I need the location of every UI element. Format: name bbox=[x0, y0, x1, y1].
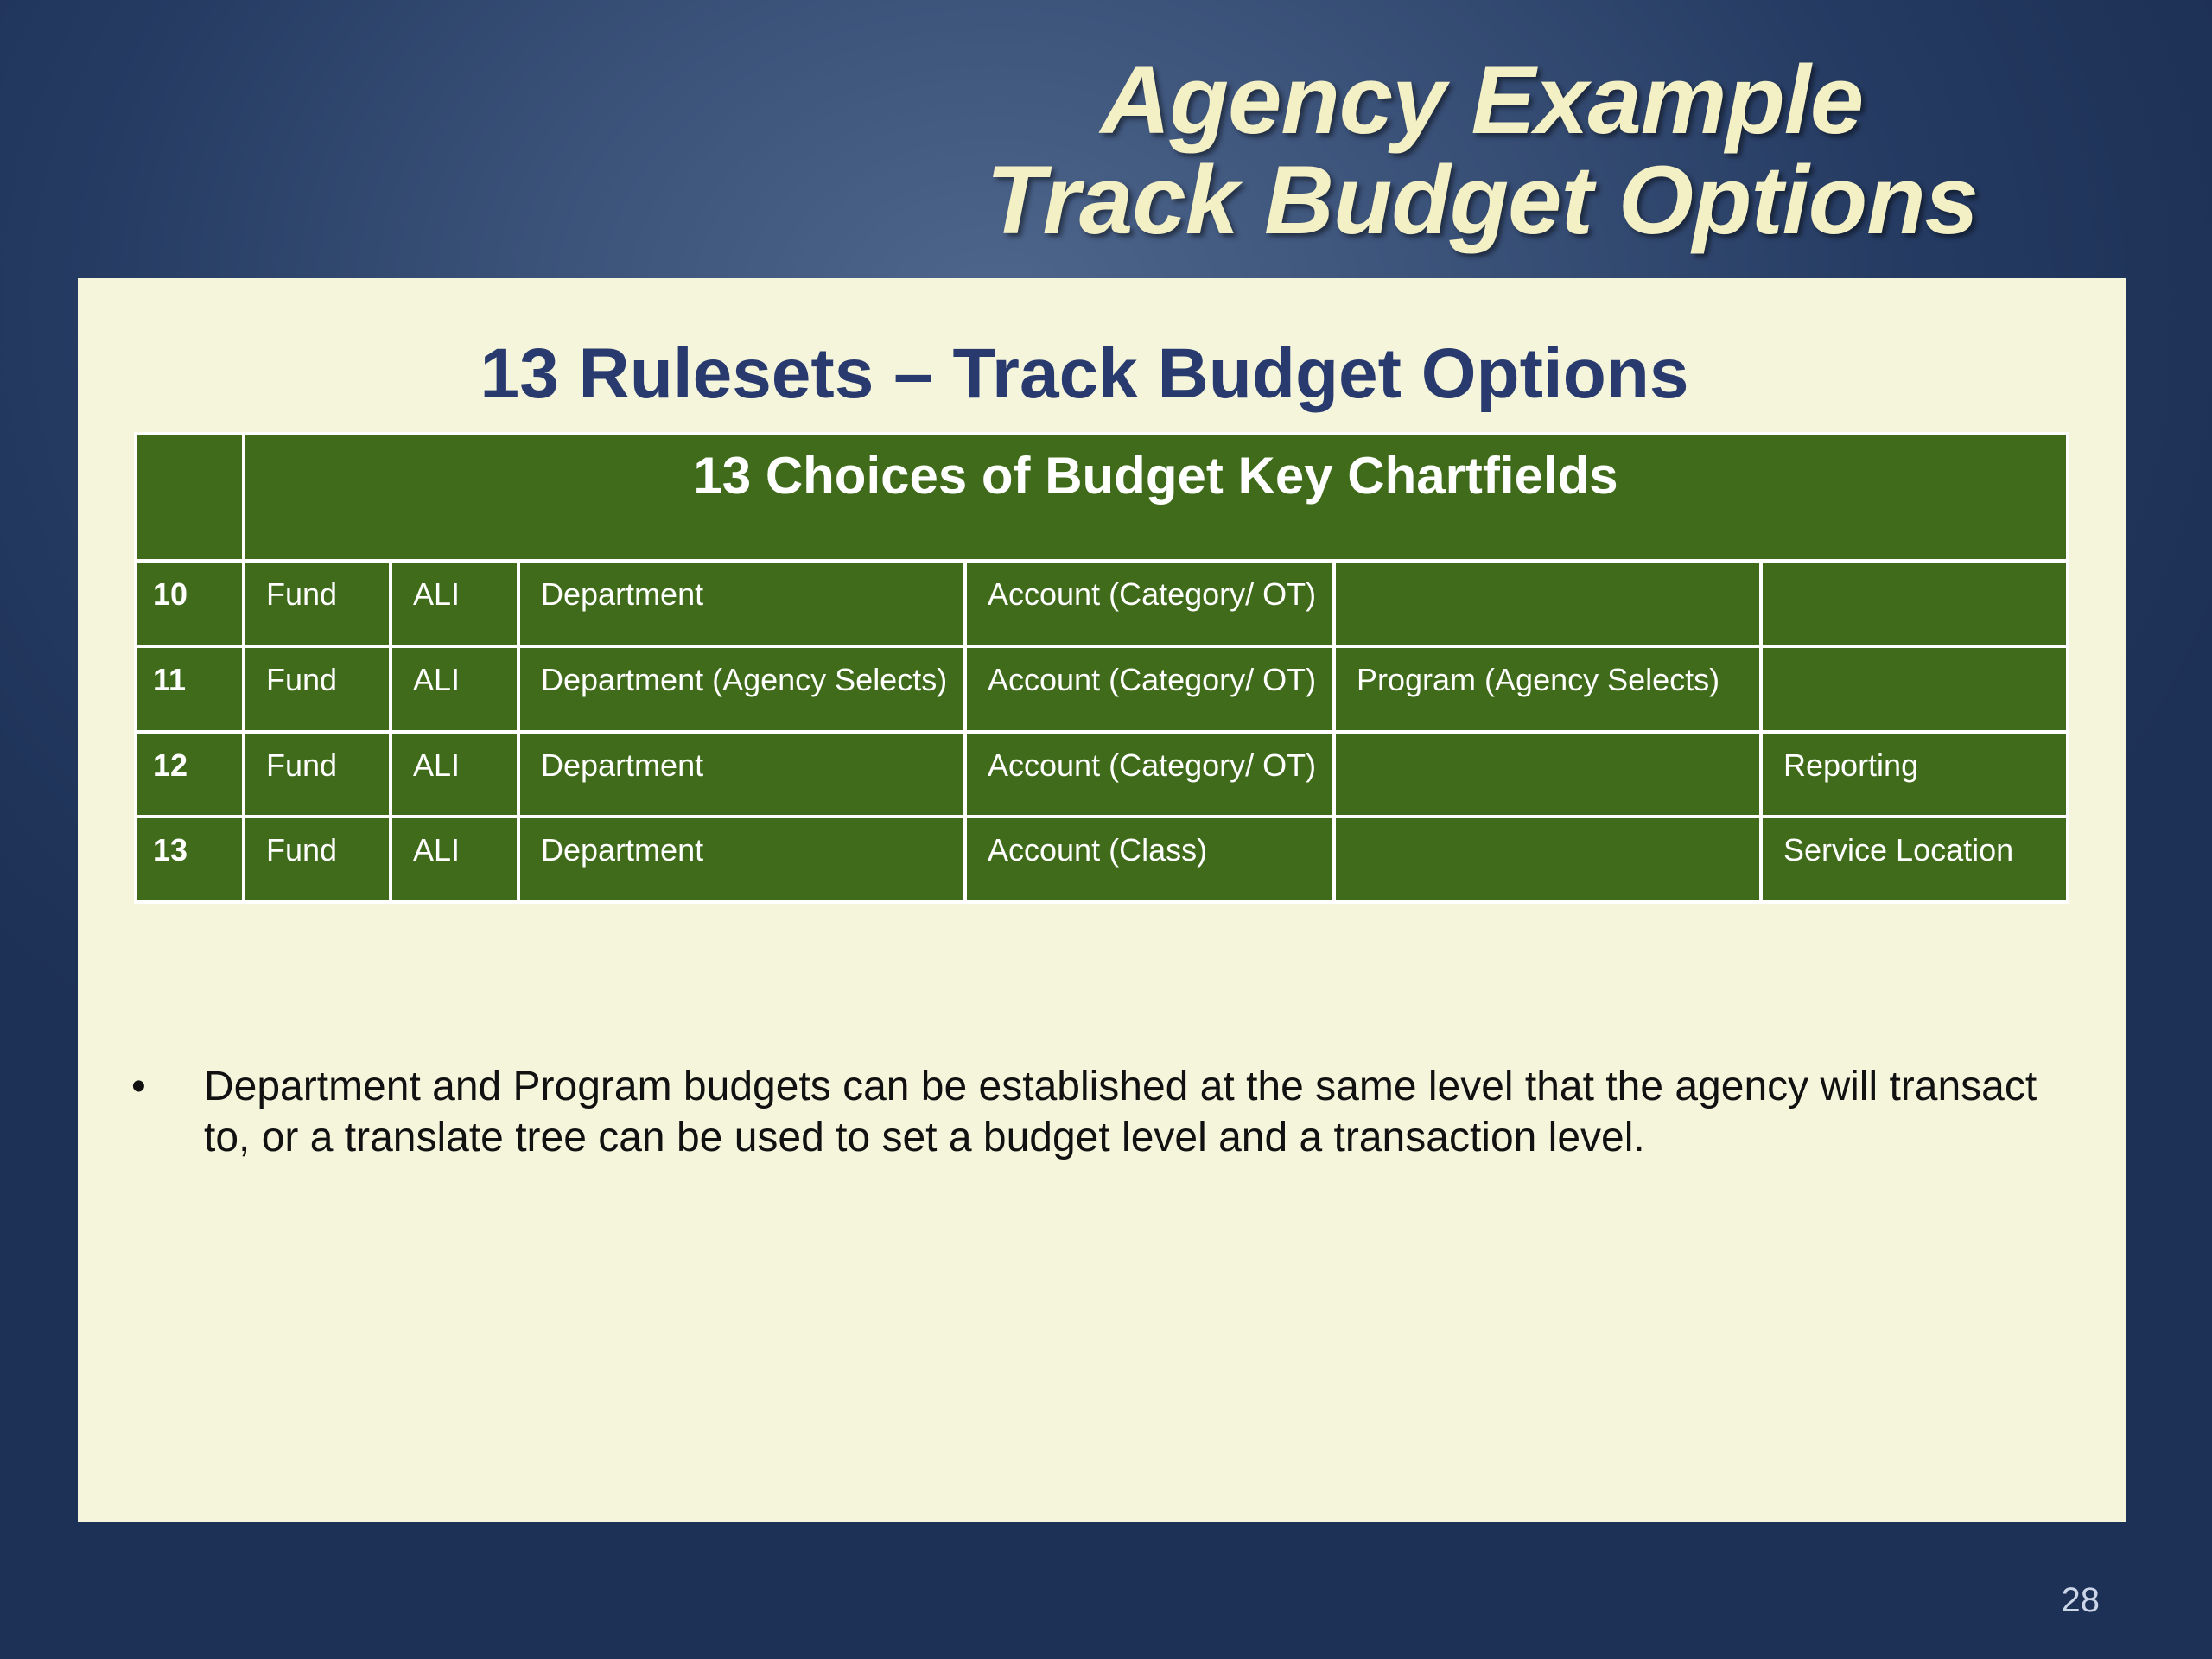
table-cell bbox=[1334, 732, 1761, 817]
table-cell: ALI bbox=[391, 817, 518, 902]
table-row bbox=[136, 817, 2068, 902]
content-panel bbox=[78, 278, 2126, 1522]
table-cell: ALI bbox=[391, 732, 518, 817]
bullet-text: Department and Program budgets can be established at the same level that the agency will transact to, or a translate tree can be used to set a budget level and a transaction level. bbox=[204, 1064, 2037, 1160]
table-cell: Department (Agency Selects) bbox=[518, 646, 965, 732]
table-cell: Fund bbox=[244, 646, 391, 732]
ruleset-number-cell: 12 bbox=[136, 732, 244, 817]
table-corner-cell bbox=[136, 434, 244, 561]
table-cell: Fund bbox=[244, 732, 391, 817]
table-row bbox=[136, 561, 2068, 646]
table-cell: ALI bbox=[391, 561, 518, 646]
table-cell: Account (Category/ OT) bbox=[965, 646, 1334, 732]
table-cell: Account (Category/ OT) bbox=[965, 561, 1334, 646]
ruleset-number-cell: 13 bbox=[136, 817, 244, 902]
table-cell bbox=[1761, 561, 2068, 646]
table-cell: ALI bbox=[391, 646, 518, 732]
panel-heading: 13 Rulesets – Track Budget Options bbox=[480, 334, 1689, 413]
ruleset-number-cell: 11 bbox=[136, 646, 244, 732]
table-cell: Fund bbox=[244, 817, 391, 902]
table-cell: Reporting bbox=[1761, 732, 2068, 817]
table-cell: Account (Class) bbox=[965, 817, 1334, 902]
table-cell bbox=[1334, 561, 1761, 646]
table-cell: Program (Agency Selects) bbox=[1334, 646, 1761, 732]
slide-title bbox=[916, 46, 2048, 254]
slide-title-line-1: Agency Example bbox=[1100, 46, 1864, 154]
table-header-row bbox=[136, 434, 2068, 561]
bullet-marker: • bbox=[131, 1064, 146, 1109]
table-cell: Account (Category/ OT) bbox=[965, 732, 1334, 817]
table-cell bbox=[1334, 817, 1761, 902]
bullet-item bbox=[131, 1061, 2067, 1163]
table-cell: Fund bbox=[244, 561, 391, 646]
table-header-cell: 13 Choices of Budget Key Chartfields bbox=[244, 434, 2068, 561]
table-row bbox=[136, 732, 2068, 817]
ruleset-table bbox=[134, 432, 2069, 904]
table-cell bbox=[1761, 646, 2068, 732]
ruleset-number-cell: 10 bbox=[136, 561, 244, 646]
page-number: 28 bbox=[2061, 1581, 2100, 1619]
table-row bbox=[136, 646, 2068, 732]
table-cell: Department bbox=[518, 817, 965, 902]
table-cell: Service Location bbox=[1761, 817, 2068, 902]
slide-title-line-2: Track Budget Options bbox=[986, 146, 1978, 254]
table-cell: Department bbox=[518, 561, 965, 646]
table-cell: Department bbox=[518, 732, 965, 817]
